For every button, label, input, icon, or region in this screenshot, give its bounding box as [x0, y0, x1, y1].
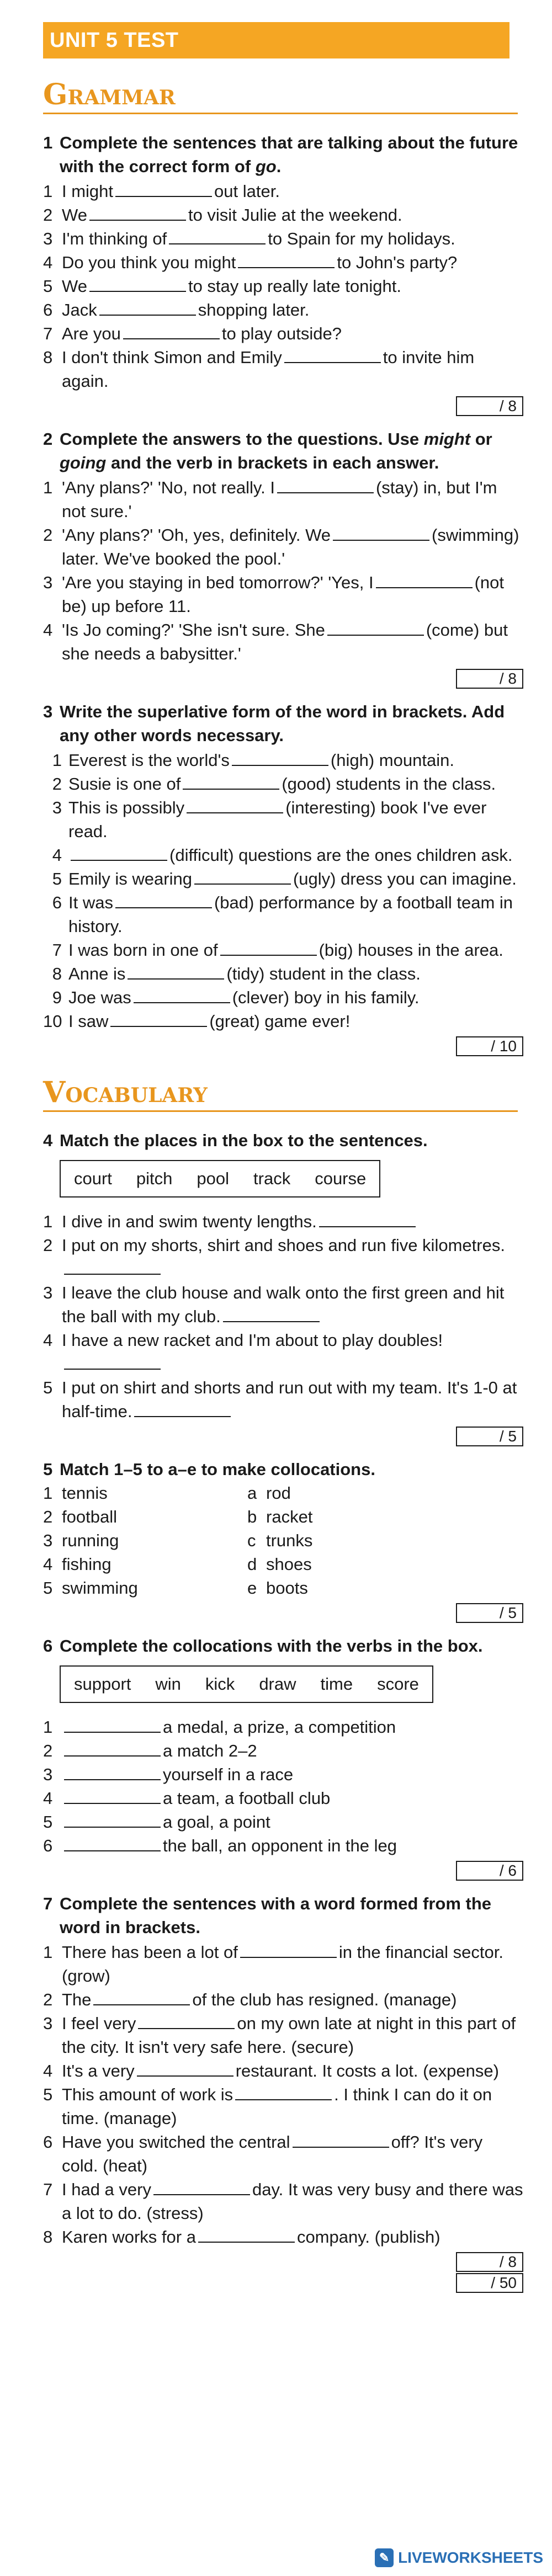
question-text-after: a goal, a point: [163, 1812, 270, 1832]
exercise-5-score: / 5: [456, 1603, 523, 1623]
match-text: football: [62, 1507, 117, 1526]
exercise-5-right-column: [247, 1481, 413, 1600]
question-item: [43, 203, 523, 227]
question-text-after: shopping later.: [198, 300, 310, 320]
question-number: 6: [43, 2132, 53, 2152]
answer-blank[interactable]: [64, 1835, 161, 1851]
question-text-before: I was born in one of: [68, 940, 218, 960]
question-text-after: the ball, an opponent in the leg: [163, 1836, 397, 1855]
match-text: tennis: [62, 1483, 108, 1503]
exercise-7-instruction: 7 Complete the sentences with a word formed from the word in brackets.: [43, 1894, 492, 1937]
question-text-before: I saw: [68, 1012, 109, 1031]
question-text-after: off? It's very cold. (heat): [62, 2132, 483, 2175]
exercise-4-score: / 5: [456, 1427, 523, 1446]
question-text-after: (high) mountain.: [330, 751, 454, 770]
match-item[interactable]: [247, 1552, 413, 1576]
footer-brand-text: LIVEWORKSHEETS: [398, 2549, 543, 2566]
answer-blank[interactable]: [198, 2226, 295, 2243]
exercise-6-instruction: 6 Complete the collocations with the verbs in the box.: [43, 1636, 483, 1656]
match-text: racket: [266, 1507, 313, 1526]
match-text: trunks: [266, 1531, 313, 1550]
question-number: 5: [43, 276, 53, 296]
question-text-before: I had a very: [62, 2180, 151, 2199]
match-label: 5: [43, 1578, 53, 1598]
match-text: fishing: [62, 1555, 112, 1574]
question-number: 2: [43, 1990, 53, 2009]
word-box-item: pitch: [136, 1169, 173, 1188]
answer-blank[interactable]: [71, 844, 167, 861]
answer-blank[interactable]: [293, 2131, 389, 2148]
question-item: [43, 2178, 523, 2225]
unit-banner: UNIT 5 TEST: [43, 22, 509, 58]
exercise-5-instruction: 5 Match 1–5 to a–e to make collocations.: [43, 1460, 375, 1479]
question-item: [43, 2059, 523, 2083]
question-text-after: company. (publish): [296, 2227, 440, 2247]
question-text-after: (bad) performance by a football team in history.: [68, 893, 513, 936]
footer-brand: [375, 2548, 543, 2567]
exercise-6-score: / 6: [456, 1861, 523, 1881]
question-text-after: to Spain for my holidays.: [268, 229, 455, 248]
answer-blank[interactable]: [284, 347, 381, 363]
question-text-after: (big) houses in the area.: [319, 940, 503, 960]
question-item: [43, 796, 523, 843]
question-text-before: Susie is one of: [68, 774, 181, 794]
question-text-before: 'Any plans?' 'Oh, yes, definitely. We: [62, 525, 331, 545]
question-text-after: a match 2–2: [163, 1741, 257, 1760]
answer-blank[interactable]: [123, 323, 220, 339]
question-text-before: Do you think you might: [62, 253, 236, 272]
question-item: [43, 274, 523, 298]
question-text-before: I dive in and swim twenty lengths.: [62, 1212, 317, 1231]
question-text-after: . I think I can do it on time. (manage): [62, 2085, 492, 2128]
question-item: [43, 322, 523, 345]
answer-blank[interactable]: [333, 524, 429, 541]
answer-blank[interactable]: [89, 275, 186, 292]
test-page: [43, 22, 523, 2538]
answer-blank[interactable]: [128, 963, 224, 980]
question-number: 2: [43, 525, 53, 545]
match-text: running: [62, 1531, 119, 1550]
question-number: 1: [43, 182, 53, 201]
exercise-3: [43, 700, 523, 1056]
match-label: b: [247, 1507, 257, 1526]
question-item: [43, 1009, 523, 1033]
question-item: [43, 1786, 523, 1810]
liveworksheets-logo-icon: ✎: [375, 2548, 394, 2567]
question-item: [43, 938, 523, 962]
exercise-3-instruction: 3 Write the superlative form of the word in brackets. Add any other words necessary.: [43, 702, 505, 745]
exercise-6: [43, 1634, 523, 1881]
answer-blank[interactable]: [376, 572, 473, 588]
answer-blank[interactable]: [134, 1401, 231, 1417]
exercise-2: [43, 427, 523, 689]
exercise-7-score: / 8: [456, 2252, 523, 2272]
exercise-5-match-grid: [43, 1481, 523, 1600]
question-text-after: (come) but she needs a babysitter.': [62, 620, 508, 663]
question-number: 1: [43, 1942, 53, 1962]
question-number: 4: [43, 2061, 53, 2080]
question-item: [43, 2083, 523, 2130]
question-item: [43, 1281, 523, 1328]
question-number: 4: [43, 1789, 53, 1808]
question-item: [43, 523, 523, 571]
match-item[interactable]: [247, 1529, 413, 1552]
question-text-before: It's a very: [62, 2061, 135, 2080]
exercise-5: [43, 1457, 523, 1623]
question-item: [43, 1233, 523, 1281]
word-box-item: draw: [259, 1674, 296, 1694]
question-text-before: Anne is: [68, 964, 126, 983]
vocabulary-heading: Vocabulary: [43, 1076, 208, 1109]
answer-blank[interactable]: [220, 939, 317, 956]
question-item: [43, 1328, 523, 1376]
answer-blank[interactable]: [319, 1211, 416, 1227]
match-item[interactable]: [43, 1481, 247, 1505]
question-item: [43, 986, 523, 1009]
question-item: [43, 1834, 523, 1858]
answer-blank[interactable]: [223, 1306, 320, 1322]
question-number: 1: [52, 751, 62, 770]
answer-blank[interactable]: [232, 749, 328, 766]
question-number: 5: [43, 1812, 53, 1832]
answer-blank[interactable]: [115, 892, 212, 908]
question-number: 8: [52, 964, 62, 983]
answer-blank[interactable]: [64, 1811, 161, 1828]
answer-blank[interactable]: [137, 2060, 233, 2077]
question-text-after: (difficult) questions are the ones children ask.: [169, 845, 513, 865]
question-text-after: (great) game ever!: [209, 1012, 351, 1031]
question-number: 6: [43, 1836, 53, 1855]
question-number: 4: [52, 845, 62, 865]
question-number: 6: [52, 893, 62, 912]
question-number: 8: [43, 2227, 53, 2247]
question-number: 8: [43, 348, 53, 367]
question-text-before: Joe was: [68, 988, 131, 1007]
question-number: 2: [43, 205, 53, 225]
question-text-before: We: [62, 276, 87, 296]
question-text-before: Jack: [62, 300, 97, 320]
question-text-before: Are you: [62, 324, 121, 343]
question-number: 3: [43, 229, 53, 248]
exercise-7: [43, 1892, 523, 2293]
question-item: [43, 345, 523, 393]
match-item[interactable]: [43, 1552, 247, 1576]
exercise-4-items: [43, 1210, 523, 1423]
question-text-before: I put on my shorts, shirt and shoes and run five kilometres.: [62, 1236, 505, 1255]
question-item: [43, 891, 523, 938]
exercise-1: [43, 131, 523, 416]
question-text-before: Have you switched the central: [62, 2132, 290, 2152]
match-item[interactable]: [43, 1529, 247, 1552]
exercise-1-items: [43, 179, 523, 393]
answer-blank[interactable]: [235, 2084, 332, 2100]
exercise-2-score: / 8: [456, 669, 523, 689]
exercise-4-instruction: 4 Match the places in the box to the sentences.: [43, 1131, 428, 1150]
question-text-before: 'Any plans?' 'No, not really. I: [62, 478, 275, 497]
match-text: swimming: [62, 1578, 138, 1598]
question-text-before: I have a new racket and I'm about to play doubles!: [62, 1330, 443, 1350]
question-text-before: We: [62, 205, 87, 225]
question-text-before: The: [62, 1990, 92, 2009]
question-text-after: day. It was very busy and there was a lot to do. (stress): [62, 2180, 523, 2223]
question-number: 1: [43, 1717, 53, 1737]
answer-blank[interactable]: [138, 2013, 235, 2029]
exercise-2-items: [43, 476, 523, 666]
exercise-7-items: [43, 1940, 523, 2249]
match-label: 4: [43, 1555, 53, 1574]
question-item: [43, 843, 523, 867]
question-item: [43, 227, 523, 251]
match-label: 1: [43, 1483, 53, 1503]
question-item: [43, 618, 523, 666]
word-box-item: kick: [205, 1674, 235, 1694]
question-text-after: restaurant. It costs a lot. (expense): [235, 2061, 499, 2080]
question-number: 7: [43, 2180, 53, 2199]
question-text-before: This amount of work is: [62, 2085, 233, 2104]
answer-blank[interactable]: [115, 180, 212, 197]
question-number: 1: [43, 478, 53, 497]
question-text-before: It was: [68, 893, 113, 912]
question-text-before: I feel very: [62, 2014, 136, 2033]
question-text-after: (tidy) student in the class.: [226, 964, 421, 983]
match-text: rod: [266, 1483, 291, 1503]
question-number: 4: [43, 1330, 53, 1350]
question-item: [43, 571, 523, 618]
answer-blank[interactable]: [194, 868, 291, 885]
match-item[interactable]: [247, 1505, 413, 1529]
question-text-before: 'Is Jo coming?' 'She isn't sure. She: [62, 620, 325, 640]
question-item: [43, 748, 523, 772]
grammar-heading: Grammar: [43, 78, 176, 111]
question-text-after: (swimming) later. We've booked the pool.': [62, 525, 519, 568]
question-text-after: in the financial sector. (grow): [62, 1942, 503, 1986]
question-number: 9: [52, 988, 62, 1007]
question-number: 5: [52, 869, 62, 888]
question-text-after: to invite him again.: [62, 348, 475, 391]
match-label: e: [247, 1578, 257, 1598]
answer-blank[interactable]: [327, 619, 424, 636]
question-text-after: (stay) in, but I'm not sure.': [62, 478, 497, 521]
exercise-6-items: [43, 1715, 523, 1858]
match-item[interactable]: [247, 1481, 413, 1505]
question-text-before: Everest is the world's: [68, 751, 230, 770]
answer-blank[interactable]: [187, 797, 283, 813]
question-number: 3: [43, 2014, 53, 2033]
question-number: 3: [43, 573, 53, 592]
answer-blank[interactable]: [153, 2179, 250, 2195]
question-item: [43, 1810, 523, 1834]
answer-blank[interactable]: [240, 1941, 337, 1958]
question-number: 5: [43, 1378, 53, 1397]
answer-blank[interactable]: [64, 1787, 161, 1804]
question-item: [43, 1376, 523, 1423]
question-text-after: out later.: [214, 182, 280, 201]
question-text-after: to stay up really late tonight.: [188, 276, 401, 296]
answer-blank[interactable]: [110, 1010, 207, 1027]
question-number: 4: [43, 253, 53, 272]
word-box-item: score: [377, 1674, 419, 1694]
question-text-after: a medal, a prize, a competition: [163, 1717, 396, 1737]
exercise-1-instruction: 1 Complete the sentences that are talking about the future with the correct form of go.: [43, 133, 518, 176]
answer-blank[interactable]: [64, 1258, 161, 1275]
question-number: 2: [52, 774, 62, 794]
exercise-1-score: / 8: [456, 396, 523, 416]
match-text: boots: [266, 1578, 308, 1598]
question-number: 2: [43, 1236, 53, 1255]
question-text-before: I might: [62, 182, 114, 201]
question-text-before: There has been a lot of: [62, 1942, 238, 1962]
exercise-4: [43, 1129, 523, 1446]
match-label: a: [247, 1483, 257, 1503]
question-number: 10: [43, 1012, 62, 1031]
question-number: 3: [52, 798, 62, 817]
answer-blank[interactable]: [134, 987, 230, 1003]
answer-blank[interactable]: [64, 1740, 161, 1757]
question-text-before: I don't think Simon and Emily: [62, 348, 282, 367]
question-item: [43, 1763, 523, 1786]
word-box-item: track: [253, 1169, 291, 1188]
match-label: 3: [43, 1531, 53, 1550]
question-text-before: Karen works for a: [62, 2227, 196, 2247]
answer-blank[interactable]: [93, 1989, 190, 2005]
question-text-after: (clever) boy in his family.: [232, 988, 420, 1007]
exercise-3-score: / 10: [456, 1036, 523, 1056]
answer-blank[interactable]: [64, 1716, 161, 1733]
question-item: [43, 2225, 523, 2249]
answer-blank[interactable]: [64, 1353, 161, 1370]
answer-blank[interactable]: [169, 228, 266, 244]
question-item: [43, 1988, 523, 2011]
match-text: shoes: [266, 1555, 312, 1574]
question-number: 6: [43, 300, 53, 320]
question-item: [43, 1739, 523, 1763]
question-item: [43, 179, 523, 203]
question-item: [43, 1940, 523, 1988]
question-number: 7: [52, 940, 62, 960]
question-text-after: of the club has resigned. (manage): [192, 1990, 457, 2009]
question-item: [43, 251, 523, 274]
question-text-after: (not be) up before 11.: [62, 573, 504, 616]
question-item: [43, 772, 523, 796]
question-item: [43, 1715, 523, 1739]
word-box-item: court: [74, 1169, 112, 1188]
total-score: / 50: [456, 2273, 523, 2293]
exercise-2-instruction: 2 Complete the answers to the questions. Use might or going and the verb in brackets in each answer.: [43, 429, 492, 472]
word-box-item: course: [315, 1169, 367, 1188]
question-item: [43, 962, 523, 986]
question-text-after: (ugly) dress you can imagine.: [293, 869, 517, 888]
question-number: 1: [43, 1212, 53, 1231]
question-item: [43, 2011, 523, 2059]
question-item: [43, 867, 523, 891]
match-item[interactable]: [43, 1576, 247, 1600]
exercise-3-items: [43, 748, 523, 1033]
question-text-after: to visit Julie at the weekend.: [188, 205, 402, 225]
exercise-5-left-column: [43, 1481, 247, 1600]
question-text-before: Emily is wearing: [68, 869, 192, 888]
word-box-item: time: [320, 1674, 353, 1694]
word-box-item: pool: [197, 1169, 230, 1188]
answer-blank[interactable]: [99, 299, 196, 316]
word-box-item: win: [155, 1674, 181, 1694]
grammar-divider: [43, 113, 518, 114]
exercise-4-word-box: [60, 1160, 380, 1197]
question-text-before: I'm thinking of: [62, 229, 167, 248]
question-number: 3: [43, 1283, 53, 1302]
exercise-6-word-box: [60, 1665, 433, 1703]
question-number: 7: [43, 324, 53, 343]
word-box-item: support: [74, 1674, 131, 1694]
match-item[interactable]: [43, 1505, 247, 1529]
match-label: c: [247, 1531, 256, 1550]
question-number: 4: [43, 620, 53, 640]
question-item: [43, 298, 523, 322]
question-number: 5: [43, 2085, 53, 2104]
question-text-after: (interesting) book I've ever read.: [68, 798, 487, 841]
vocabulary-divider: [43, 1110, 518, 1112]
question-text-after: (good) students in the class.: [282, 774, 496, 794]
question-number: 3: [43, 1765, 53, 1784]
match-item[interactable]: [247, 1576, 413, 1600]
question-text-after: on my own late at night in this part of the city. It isn't very safe here. (secure): [62, 2014, 516, 2057]
answer-blank[interactable]: [89, 204, 186, 221]
question-text-before: 'Are you staying in bed tomorrow?' 'Yes, I: [62, 573, 374, 592]
question-text-after: a team, a football club: [163, 1789, 331, 1808]
answer-blank[interactable]: [183, 773, 279, 790]
answer-blank[interactable]: [277, 477, 374, 493]
question-text-before: I put on shirt and shorts and run out with my team. It's 1-0 at half-time.: [62, 1378, 517, 1421]
question-item: [43, 1210, 523, 1233]
question-text-after: to play outside?: [221, 324, 342, 343]
question-text-before: This is possibly: [68, 798, 185, 817]
answer-blank[interactable]: [64, 1764, 161, 1780]
question-text-after: yourself in a race: [163, 1765, 294, 1784]
answer-blank[interactable]: [238, 252, 335, 268]
question-text-after: to John's party?: [337, 253, 458, 272]
question-item: [43, 476, 523, 523]
match-label: 2: [43, 1507, 53, 1526]
question-text-before: I leave the club house and walk onto the first green and hit the ball with my club.: [62, 1283, 505, 1326]
question-item: [43, 2130, 523, 2178]
question-number: 2: [43, 1741, 53, 1760]
match-label: d: [247, 1555, 257, 1574]
